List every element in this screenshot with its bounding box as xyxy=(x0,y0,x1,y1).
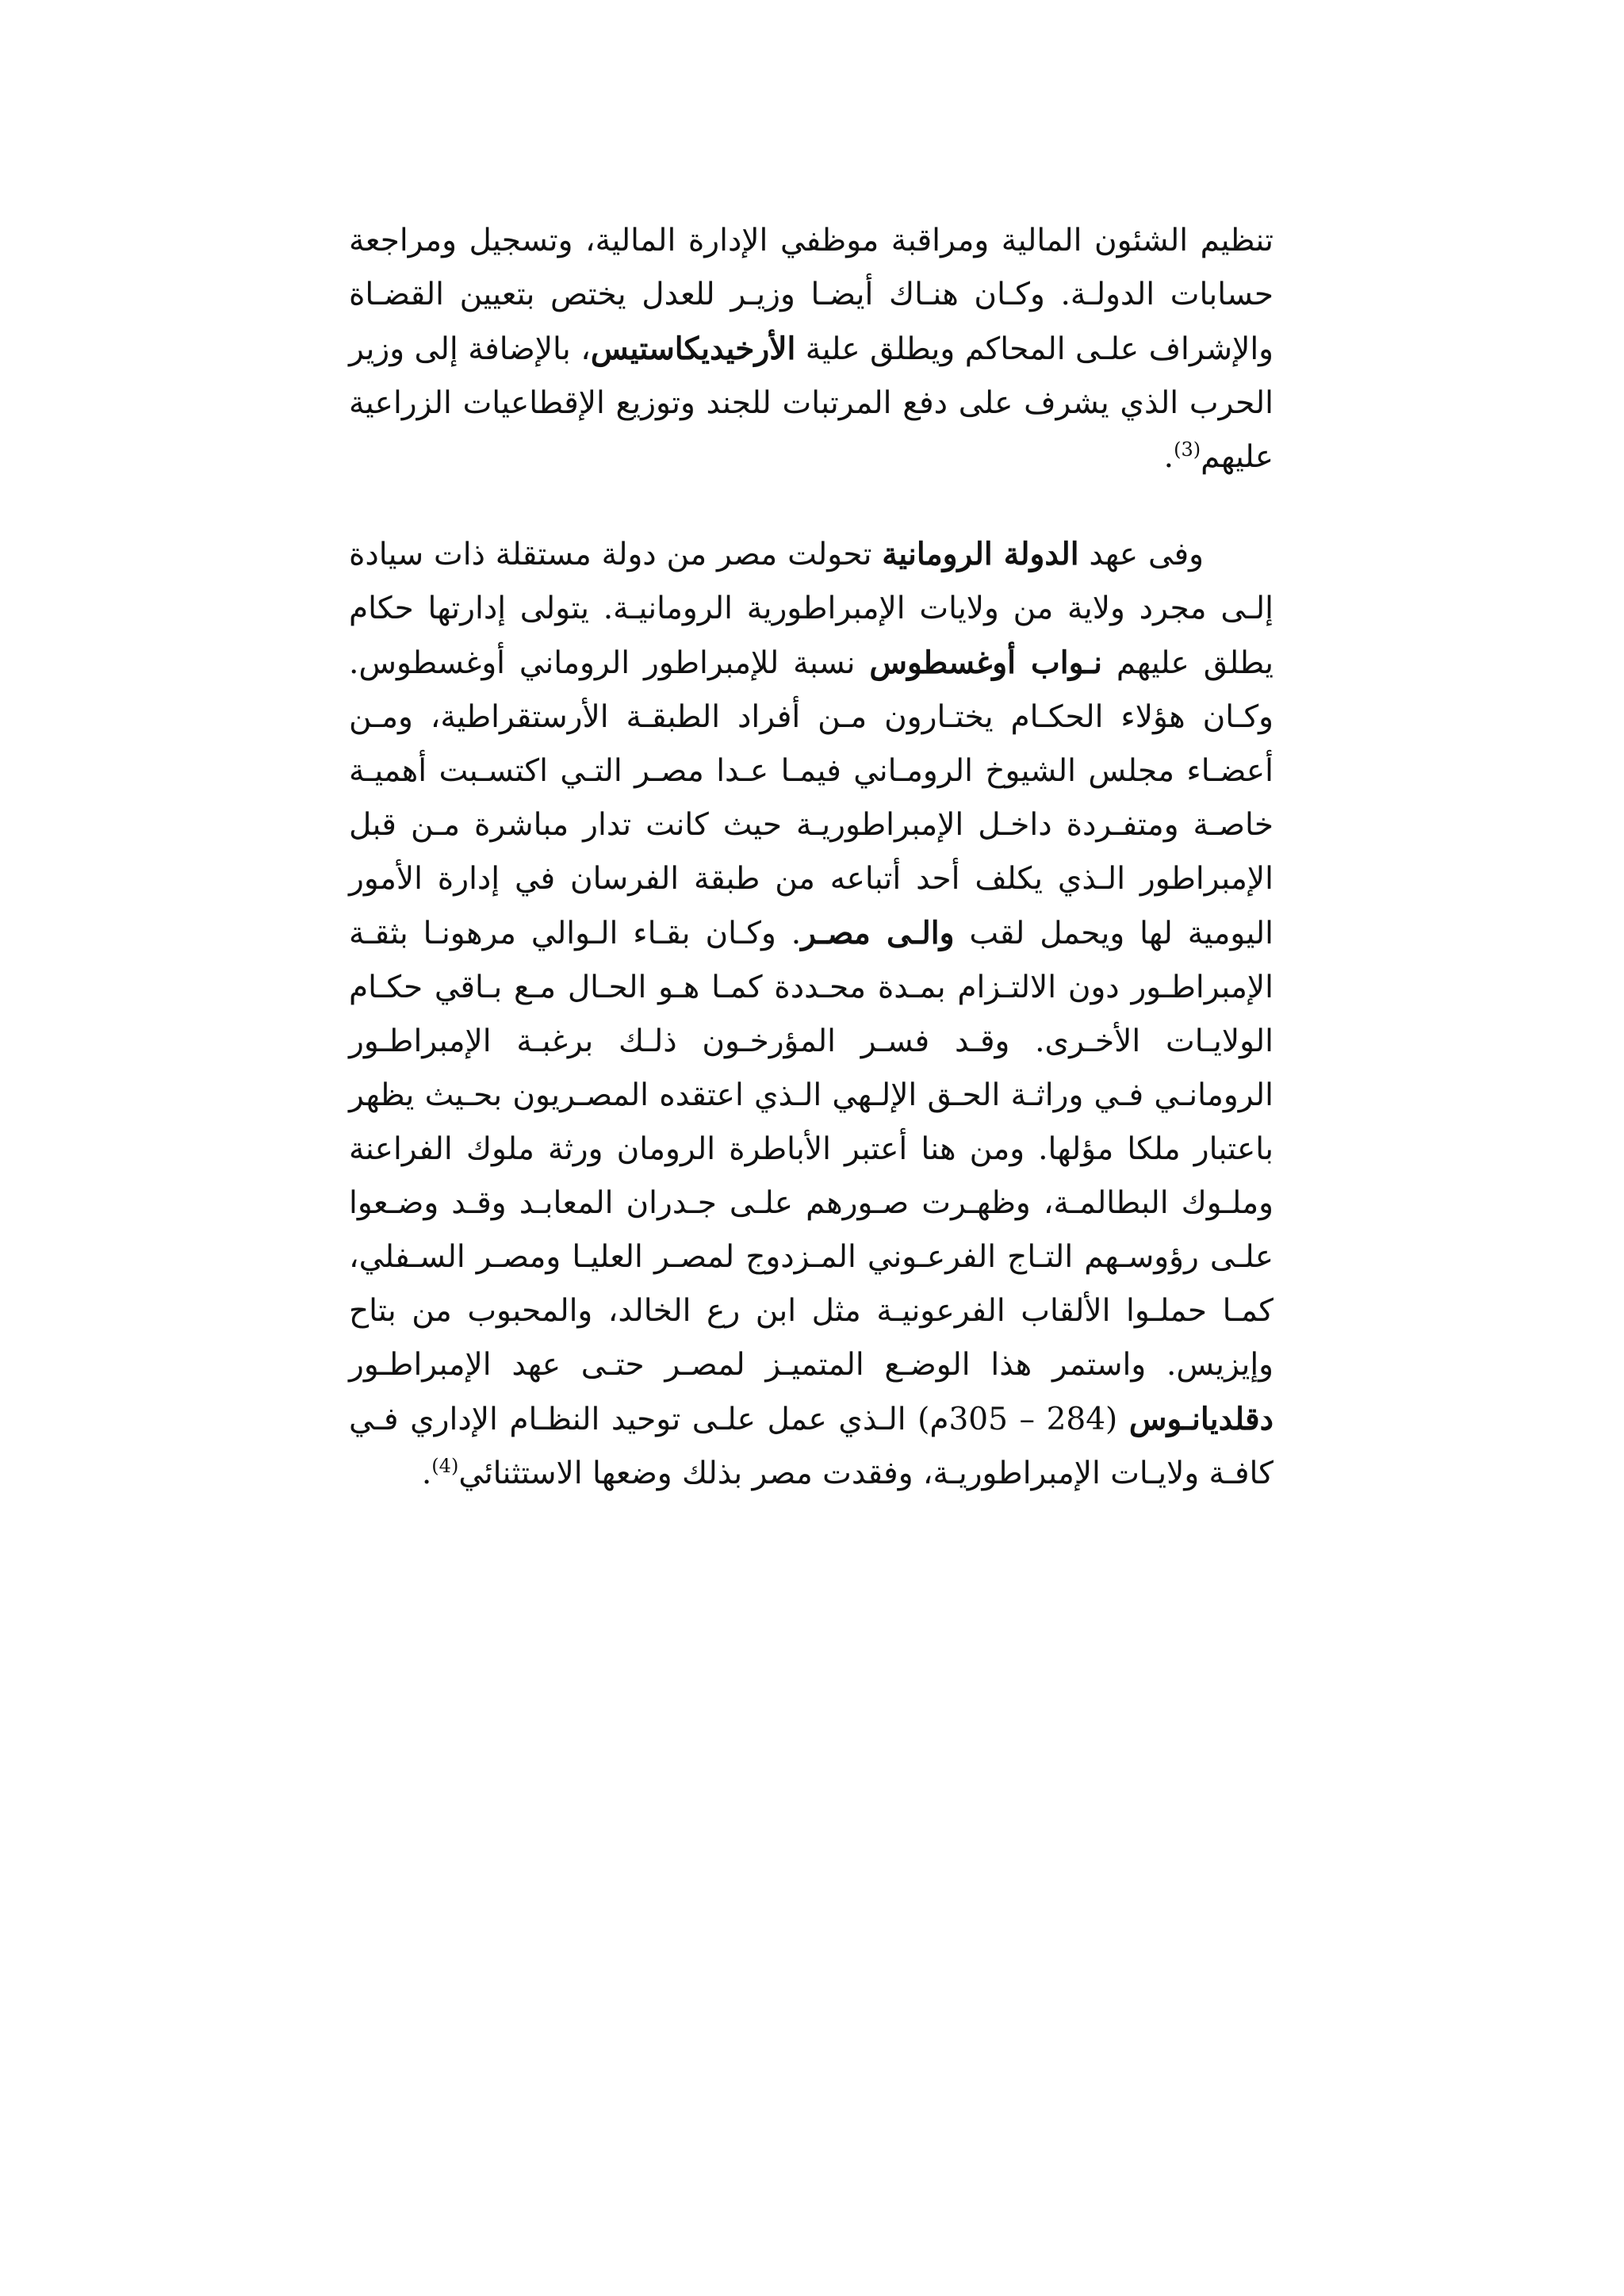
footnote-reference[interactable]: (3) xyxy=(1174,438,1201,461)
text-run: وفى عهد xyxy=(1078,537,1204,572)
footnote-reference[interactable]: (4) xyxy=(431,1455,459,1477)
paragraph-2 xyxy=(349,527,1274,1501)
bold-term: دقلديانـوس xyxy=(1128,1401,1274,1437)
bold-term: والـى مصـر xyxy=(801,915,955,951)
paragraph-2-text xyxy=(349,527,1274,1501)
bold-term: الدولة الرومانية xyxy=(882,536,1079,572)
text-run: تحولت مصر من دولة مستقلة ذات سيادة إلـى مجرد ولاية من ولايات الإمبراطورية الرومانيـة. يتولى إدارتها حكام يطلق عليهم xyxy=(349,537,1274,681)
text-run: . xyxy=(421,1456,432,1491)
paragraph-1-text xyxy=(349,214,1274,484)
text-run: نسبة للإمبراطور الروماني أوغسطوس. وكـان هؤلاء الحكـام يختـارون مـن أفراد الطبقـة الأرستقراطية، ومـن أعضـاء مجلس الشيوخ الرومـاني فيمـا عـدا مصـر التـي اكتسـبت أهميـة خاصـة ومتفـردة داخـل الإمبراطوريـة حيث كانت تدار مباشرة مـن قبل الإمبراطور الـذي يكلف أحد أتباعه من طبقة الفرسان في إدارة الأمور اليومية لها ويحمل لقب xyxy=(349,645,1274,951)
text-run: . xyxy=(1163,439,1174,475)
text-run: (284 – 305م) الـذي عمل علـى توحيد النظـام الإداري فـي كافـة ولايـات الإمبراطوريـة، وفقدت مصر بذلك وضعها الاستثنائي xyxy=(349,1402,1274,1491)
text-run: تنظيم الشئون المالية ومراقبة موظفي الإدارة المالية، وتسجيل ومراجعة حسابات الدولـة. وكـان هنـاك أيضـا وزيـر للعدل يختص بتعيين القضـاة والإشراف علـى المحاكم ويطلق علية xyxy=(349,223,1274,367)
text-run: . وكـان بقـاء الـوالي مرهونـا بثقـة الإمبراطـور دون الالتـزام بمـدة محـددة كمـا هـو الحـال مـع بـاقي حكـام الولايـات الأخـرى. وقـد فسـر المؤرخـون ذلـك برغبـة الإمبراطـور الرومانـي فـي وراثـة الحـق الإلـهي الـذي اعتقده المصـريون بحـيث يظهر باعتبار ملكا مؤلها. ومن هنا أعتبر الأباطرة الرومان ورثة ملوك الفراعنة وملـوك البطالمـة، وظهـرت صـورهم علـى جـدران المعابـد وقـد وضـعوا علـى رؤوسـهم التـاج الفرعـوني المـزدوج لمصـر العليـا ومصـر السـفلي، كمـا حملـوا الألقاب الفرعونيـة مثل ابن رع الخالد، والمحبوب من بتاح وإيزيس. واستمر هذا الوضـع المتميـز لمصـر حتـى عهد الإمبراطـور xyxy=(349,916,1274,1383)
bold-term: الأرخيديكاستيس xyxy=(590,331,796,367)
bold-term: نـواب أوغسطوس xyxy=(869,645,1103,681)
text-run: ، بالإضافة إلى وزير الحرب الذي يشرف على دفع المرتبات للجند وتوزيع الإقطاعيات الزراعية عليهم xyxy=(349,331,1274,475)
paragraph-1 xyxy=(349,214,1274,484)
